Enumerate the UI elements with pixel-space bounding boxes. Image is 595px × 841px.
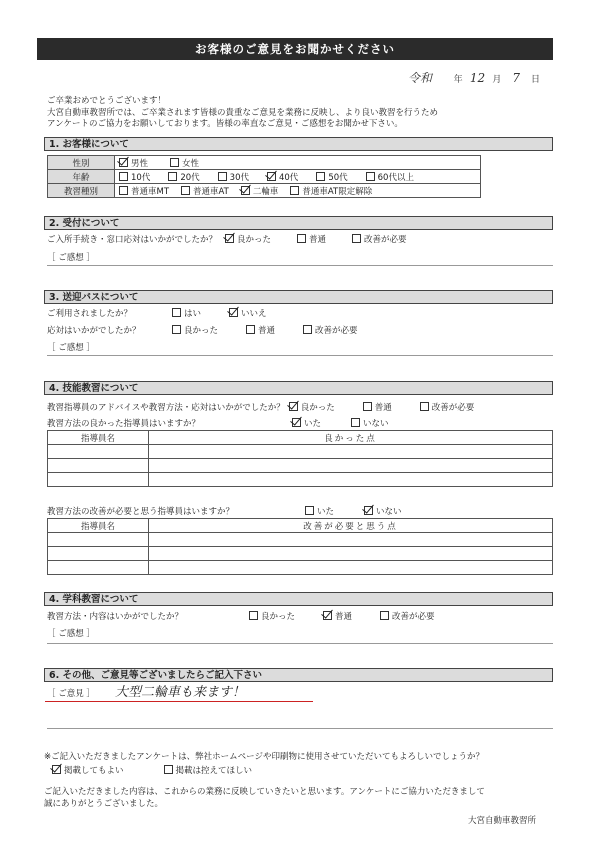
checkbox[interactable]: [119, 186, 128, 195]
option-1[interactable]: [168, 171, 199, 183]
checkbox[interactable]: [364, 506, 373, 515]
reception-comment-label: ［ ご感想 ］: [47, 253, 95, 263]
option-label: 普通: [258, 326, 276, 336]
option-0[interactable]: [52, 764, 124, 776]
option-label: 良かった: [237, 235, 272, 245]
consent-options: [52, 764, 292, 776]
option-label: 改善が必要: [392, 612, 435, 622]
checkbox[interactable]: [289, 402, 298, 411]
checkbox[interactable]: [420, 402, 429, 411]
checkbox[interactable]: [181, 186, 190, 195]
option-label: いいえ: [241, 309, 267, 319]
checkbox[interactable]: [363, 402, 372, 411]
checkbox[interactable]: [170, 158, 179, 167]
option-3[interactable]: [267, 171, 298, 183]
good-instructor-table[interactable]: 指導員名 良かった点: [47, 430, 553, 487]
option-4[interactable]: [316, 171, 347, 183]
label-gender: 性別: [48, 156, 115, 170]
option-1[interactable]: [164, 764, 253, 776]
divider: [47, 643, 553, 644]
instructor-question: 教習指導員のアドバイスや教習方法・応対はいかがでしたか？ 良かった 普通 改善が必要: [47, 403, 475, 413]
checkbox[interactable]: [267, 172, 276, 181]
option-0[interactable]: [305, 505, 334, 517]
option-0[interactable]: [225, 233, 271, 245]
opinion-handwritten[interactable]: 大型二輪車も来ます！: [115, 685, 246, 700]
checkbox[interactable]: [164, 765, 173, 774]
divider: [47, 355, 553, 356]
checkbox[interactable]: [241, 186, 250, 195]
checkbox[interactable]: [380, 611, 389, 620]
option-label: 普通車AT限定解除: [302, 186, 373, 197]
option-label: 60代以上: [377, 172, 414, 183]
page-title: お客様のご意見をお聞かせください: [37, 38, 553, 60]
bus-comment-label: ［ ご感想 ］: [47, 343, 95, 353]
option-label: 男性: [131, 158, 149, 169]
divider: [47, 265, 553, 266]
option-label: 普通: [374, 403, 392, 413]
checkbox[interactable]: [303, 325, 312, 334]
checkbox[interactable]: [323, 611, 332, 620]
section-2-header: 2. 受付について: [44, 216, 553, 230]
checkbox[interactable]: [52, 765, 61, 774]
option-label: いた: [304, 419, 322, 429]
checkbox[interactable]: [305, 506, 314, 515]
option-1[interactable]: [323, 610, 352, 622]
option-0[interactable]: [249, 610, 295, 622]
checkbox[interactable]: [172, 308, 181, 317]
customer-info-table: [47, 155, 481, 198]
option-label: 50代: [328, 172, 348, 183]
checkbox[interactable]: [352, 234, 361, 243]
section-1-header: 1. お客様について: [44, 137, 553, 151]
section-5-header: 4. 学科教習について: [44, 592, 553, 606]
option-0[interactable]: [119, 185, 169, 197]
checkbox[interactable]: [119, 172, 128, 181]
label-course: 教習種別: [48, 184, 115, 198]
option-0[interactable]: [289, 401, 335, 413]
option-label: 女性: [182, 158, 200, 169]
section-4-header: 4. 技能教習について: [44, 381, 553, 395]
intro-text: ご卒業おめでとうございます！ 大宮自動車教習所では、ご卒業されます皆様の貴重なご意見を業務に反映し、より良い教習を行うため アンケートのご協力をお願いしております。皆様の率直なご意見・ご感想をお聞かせ下さい。: [47, 96, 439, 129]
option-label: 良かった: [300, 403, 335, 413]
checkbox[interactable]: [366, 172, 375, 181]
checkbox[interactable]: [229, 308, 238, 317]
option-label: 20代: [180, 172, 200, 183]
checkbox[interactable]: [225, 234, 234, 243]
option-5[interactable]: [366, 171, 414, 183]
option-1[interactable]: [351, 417, 389, 429]
option-label: 改善が必要: [431, 403, 475, 413]
checkbox[interactable]: [218, 172, 227, 181]
option-0[interactable]: [172, 324, 218, 336]
option-label: 普通: [335, 612, 353, 622]
option-1[interactable]: [363, 401, 392, 413]
option-label: 普通車AT: [193, 186, 229, 197]
date-era: 令和: [408, 71, 433, 85]
checkbox[interactable]: [168, 172, 177, 181]
option-2[interactable]: [303, 324, 358, 336]
option-label: 改善が必要: [315, 326, 358, 336]
option-label: 40代: [278, 172, 299, 183]
option-1[interactable]: [297, 233, 326, 245]
date-field[interactable]: 令和 年 12 月 7 日: [408, 71, 541, 85]
option-label: 普通: [309, 235, 327, 245]
checkbox[interactable]: [316, 172, 325, 181]
option-1[interactable]: [246, 324, 275, 336]
option-label: 30代: [229, 172, 249, 183]
checkbox[interactable]: [351, 418, 360, 427]
good-instructor-question: 教習方法の良かった指導員はいますか？ いた いない: [47, 419, 389, 429]
option-label: 二輪車: [252, 186, 279, 197]
date-month: 12: [469, 71, 486, 85]
improve-instructor-table[interactable]: 指導員名 改善が必要と思う点: [47, 518, 553, 575]
option-1[interactable]: [364, 505, 402, 517]
section-3-header: 3. 送迎バスについて: [44, 290, 553, 304]
option-0[interactable]: [172, 307, 201, 319]
option-label: 良かった: [184, 326, 219, 336]
date-day: 7: [512, 71, 520, 85]
checkbox[interactable]: [290, 186, 299, 195]
option-1[interactable]: [229, 307, 267, 319]
option-0[interactable]: [292, 417, 321, 429]
option-0[interactable]: [119, 171, 150, 183]
checkbox[interactable]: [292, 418, 301, 427]
checkbox[interactable]: [297, 234, 306, 243]
section-6-header: 6. その他、ご意見等ございましたらご記入下さい: [44, 668, 553, 682]
option-label: はい: [184, 309, 202, 319]
option-label: 良かった: [261, 612, 296, 622]
lecture-question: 教習方法・内容はいかがでしたか？ 良かった 普通 改善が必要: [47, 612, 435, 622]
red-underline: [45, 701, 313, 702]
divider: [47, 728, 553, 729]
label-age: 年齢: [48, 170, 115, 184]
option-1[interactable]: [170, 157, 199, 169]
option-2[interactable]: [241, 185, 279, 197]
option-label: 掲載してもよい: [64, 766, 124, 776]
option-label: 掲載は控えてほしい: [175, 766, 253, 776]
option-label: 改善が必要: [364, 235, 407, 245]
checkbox[interactable]: [246, 325, 255, 334]
opinion-label: ［ ご意見 ］: [47, 689, 95, 699]
option-1[interactable]: [181, 185, 229, 197]
checkbox[interactable]: [249, 611, 258, 620]
school-name: 大宮自動車教習所: [468, 816, 537, 826]
bus-use-question: ご利用されましたか？ はい いいえ: [47, 309, 267, 319]
checkbox[interactable]: [119, 158, 128, 167]
option-label: いた: [317, 507, 335, 517]
option-2[interactable]: [218, 171, 249, 183]
lecture-comment-label: ［ ご感想 ］: [47, 629, 95, 639]
option-2[interactable]: [420, 401, 475, 413]
option-0[interactable]: [119, 157, 148, 169]
reception-question: ご入所手続き・窓口応対はいかがでしたか？ 良かった 普通 改善が必要: [47, 235, 407, 245]
closing-text: ご記入いただきました内容は、これからの業務に反映していきたいと思います。アンケートにご協力いただきまして 誠にありがとうございました。: [44, 787, 485, 809]
option-2[interactable]: [380, 610, 435, 622]
option-3[interactable]: [290, 185, 372, 197]
option-2[interactable]: [352, 233, 407, 245]
consent-question: ※ご記入いただきましたアンケートは、弊社ホームページや印刷物に使用させていただいてもよろしいでしょうか？: [44, 752, 484, 762]
bus-service-question: 応対はいかがでしたか？ 良かった 普通 改善が必要: [47, 326, 358, 336]
improve-instructor-question: 教習方法の改善が必要と思う指導員はいますか？ いた いない: [47, 507, 402, 517]
option-label: 普通車MT: [131, 186, 170, 197]
option-label: いない: [376, 507, 402, 517]
checkbox[interactable]: [172, 325, 181, 334]
option-label: 10代: [131, 172, 151, 183]
option-label: いない: [363, 419, 389, 429]
